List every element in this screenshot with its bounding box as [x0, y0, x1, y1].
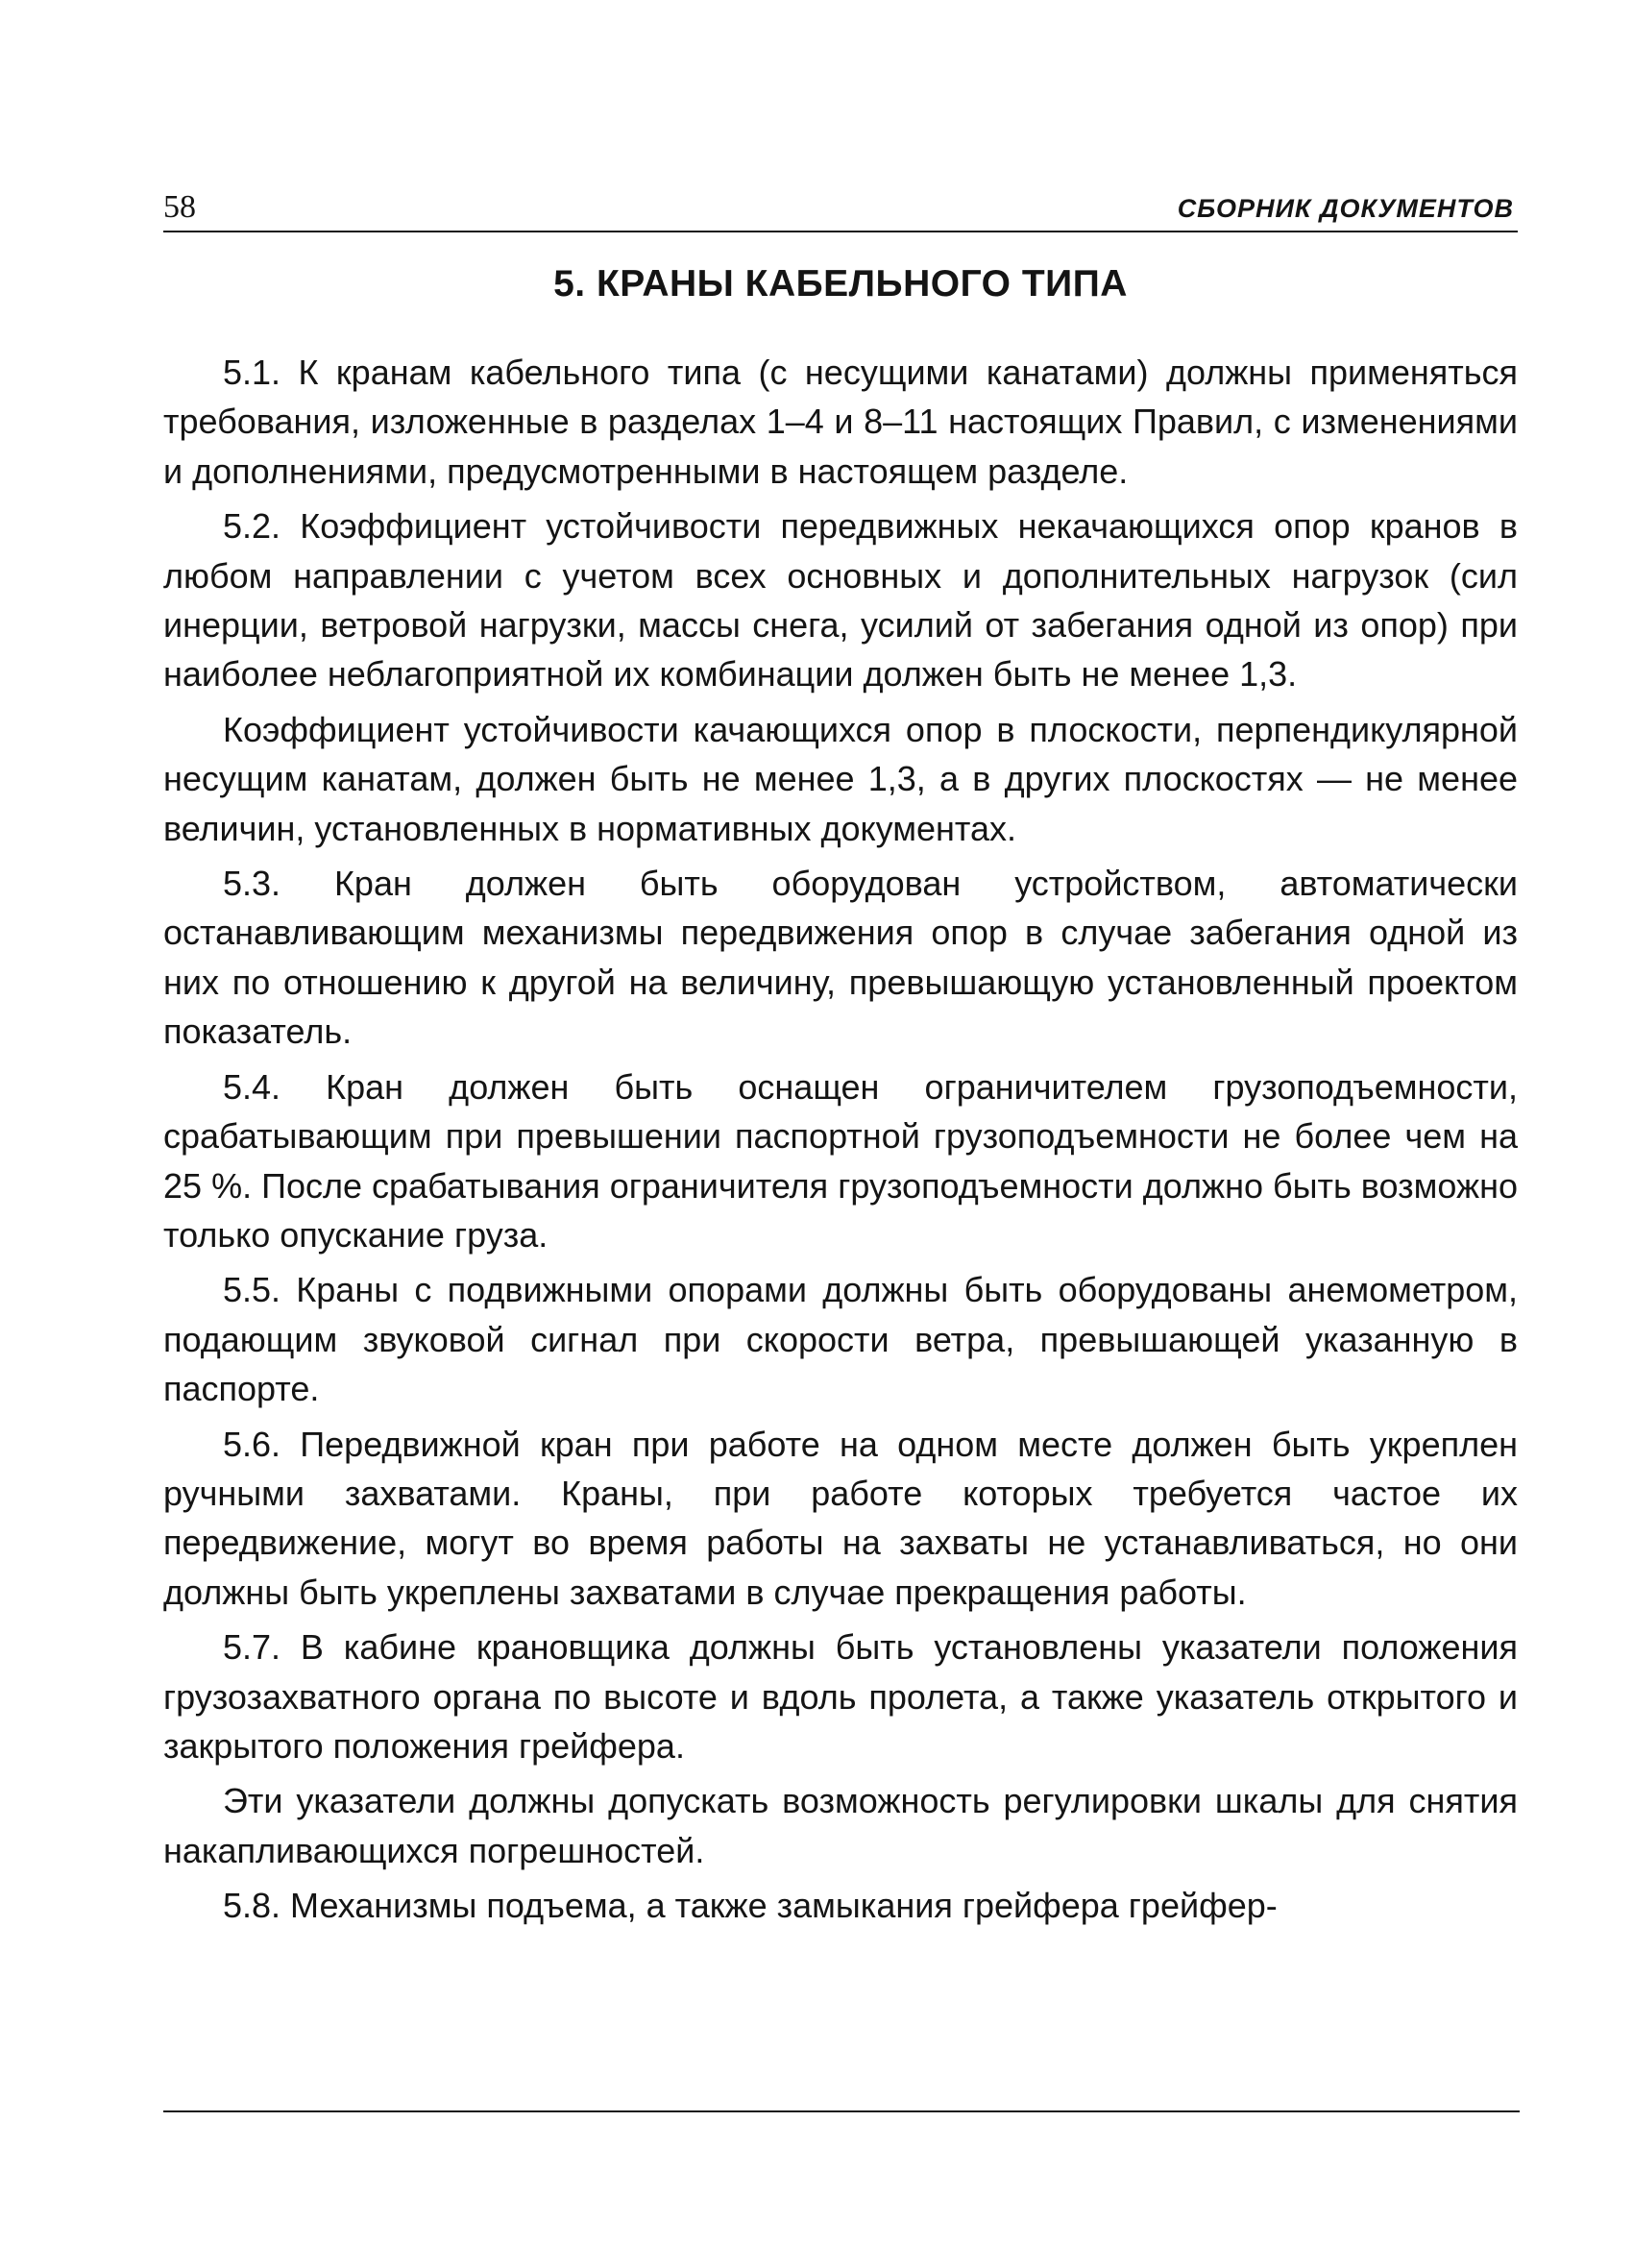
collection-title: СБОРНИК ДОКУМЕНТОВ	[1177, 194, 1514, 223]
paragraph-5-8: 5.8. Механизмы подъема, а также замыкания грейфера грейфер-	[223, 1886, 1278, 1926]
paragraph-5-4: 5.4. Кран должен быть оснащен ограничителем грузоподъемности, срабатывающим при превышении паспортной грузоподъемности не более чем на 25 %. После срабатывания ограничителя грузоподъемности должно быть возможно только опускание груза.	[163, 1066, 1518, 1255]
body-text	[163, 348, 1518, 1931]
section-title: 5. КРАНЫ КАБЕЛЬНОГО ТИПА	[553, 263, 1128, 305]
footer-rule	[163, 2110, 1520, 2112]
paragraph-5-7: 5.7. В кабине крановщика должны быть установлены указатели положения грузозахватного органа по высоте и вдоль пролета, а также указатель открытого и закрытого положения грейфера.	[163, 1627, 1518, 1766]
document-page	[163, 183, 1518, 1937]
paragraph-5-2: 5.2. Коэффициент устойчивости передвижных некачающихся опор кранов в любом направлении с учетом всех основных и дополнительных нагрузок (сил инерции, ветровой нагрузки, массы снега, усилий от забегания одной из опор) при наиболее неблагоприятной их комбинации должен быть не менее 1,3.	[163, 506, 1518, 695]
running-header	[163, 183, 1518, 232]
paragraph-5-5: 5.5. Краны с подвижными опорами должны быть оборудованы анемометром, подающим звуковой сигнал при скорости ветра, превышающей указанную в паспорте.	[163, 1270, 1518, 1409]
paragraph-5-1: 5.1. К кранам кабельного типа (с несущими канатами) должны применяться требования, изложенные в разделах 1–4 и 8–11 настоящих Правил, с изменениями и дополнениями, предусмотренными в настоящем разделе.	[163, 353, 1518, 491]
paragraph-5-2-continued: Коэффициент устойчивости качающихся опор в плоскости, перпендикулярной несущим канатам, должен быть не менее 1,3, а в других плоскостях — не менее величин, установленных в нормативных документах.	[163, 709, 1518, 848]
paragraph-5-6: 5.6. Передвижной кран при работе на одном месте должен быть укреплен ручными захватами. Краны, при работе которых требуется частое их передвижение, могут во время работы на захваты не устанавливаться, но они должны быть укреплены захватами в случае прекращения работы.	[163, 1424, 1518, 1612]
paragraph-5-7-continued: Эти указатели должны допускать возможность регулировки шкалы для снятия накапливающихся погрешностей.	[163, 1781, 1518, 1870]
paragraph-5-3: 5.3. Кран должен быть оборудован устройством, автоматически останавливающим механизмы передвижения опор в случае забегания одной из них по отношению к другой на величину, превышающую установленный проектом показатель.	[163, 864, 1518, 1052]
page-number: 58	[163, 189, 196, 225]
